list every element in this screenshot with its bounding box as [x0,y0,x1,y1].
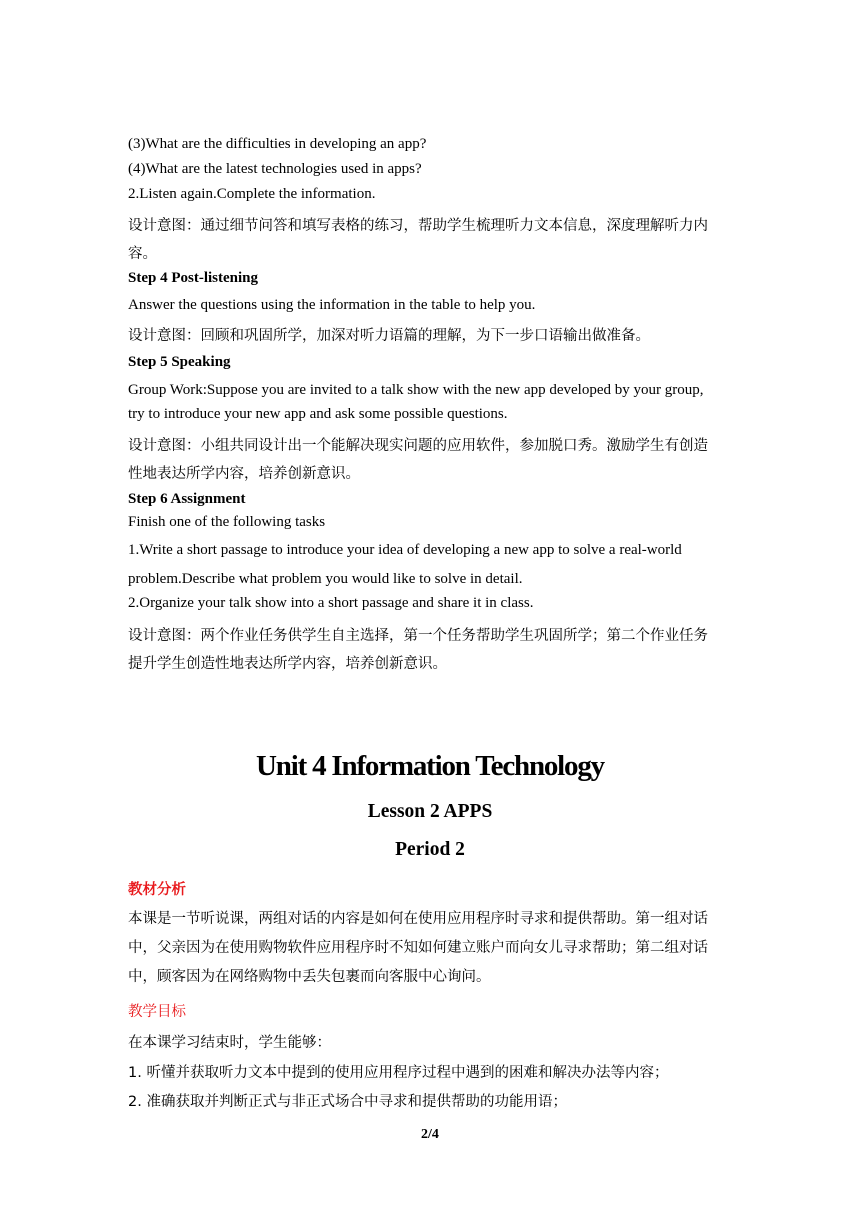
design-intent-line: 设计意图：通过细节问答和填写表格的练习，帮助学生梳理听力文本信息，深度理解听力内 [128,218,708,234]
analysis-line: 本课是一节听说课，两组对话的内容是如何在使用应用程序时寻求和提供帮助。第一组对话 [128,911,708,927]
unit-title: Unit 4 Information Technology [256,750,604,782]
step6-intro: Finish one of the following tasks [128,514,326,530]
design-intent-line: 设计意图：小组共同设计出一个能解决现实问题的应用软件，参加脱口秀。激励学生有创造 [128,438,708,454]
design-intent-line: 设计意图：回顾和巩固所学，加深对听力语篇的理解，为下一步口语输出做准备。 [128,328,650,344]
listen-again-instruction: 2.Listen again.Complete the information. [128,186,376,202]
question-3: (3)What are the difficulties in developing an app? [128,136,427,152]
goal-item: 2. 准确获取并判断正式与非正式场合中寻求和提供帮助的功能用语； [128,1094,567,1110]
analysis-heading: 教材分析 [128,882,186,898]
analysis-line: 中，父亲因为在使用购物软件应用程序时不知如何建立账户而向女儿寻求帮助；第二组对话 [128,940,708,956]
goals-intro: 在本课学习结束时，学生能够： [128,1035,331,1051]
step5-heading: Step 5 Speaking [128,354,231,370]
task-2: 2.Organize your talk show into a short passage and share it in class. [128,595,534,611]
task-1-line: 1.Write a short passage to introduce your idea of developing a new app to solve a real-world [128,542,682,558]
design-intent-line: 容。 [128,246,157,262]
step5-text-line: try to introduce your new app and ask some possible questions. [128,406,508,422]
step4-text: Answer the questions using the information in the table to help you. [128,297,536,313]
page-number: 2/4 [421,1127,439,1142]
step5-text-line: Group Work:Suppose you are invited to a talk show with the new app developed by your group, [128,382,704,398]
design-intent-line: 设计意图：两个作业任务供学生自主选择，第一个任务帮助学生巩固所学；第二个作业任务 [128,628,708,644]
step4-heading: Step 4 Post-listening [128,270,259,286]
question-4: (4)What are the latest technologies used in apps? [128,161,422,177]
lesson-title: Lesson 2 APPS [367,801,493,822]
design-intent-line: 提升学生创造性地表达所学内容，培养创新意识。 [128,656,447,672]
task-1-line: problem.Describe what problem you would like to solve in detail. [128,571,523,587]
period-title: Period 2 [395,839,465,860]
goals-heading: 教学目标 [128,1004,186,1020]
analysis-line: 中，顾客因为在网络购物中丢失包裹而向客服中心询问。 [128,969,491,985]
goal-item: 1. 听懂并获取听力文本中提到的使用应用程序过程中遇到的困难和解决办法等内容； [128,1065,669,1081]
design-intent-line: 性地表达所学内容，培养创新意识。 [128,466,360,482]
step6-heading: Step 6 Assignment [128,491,246,507]
